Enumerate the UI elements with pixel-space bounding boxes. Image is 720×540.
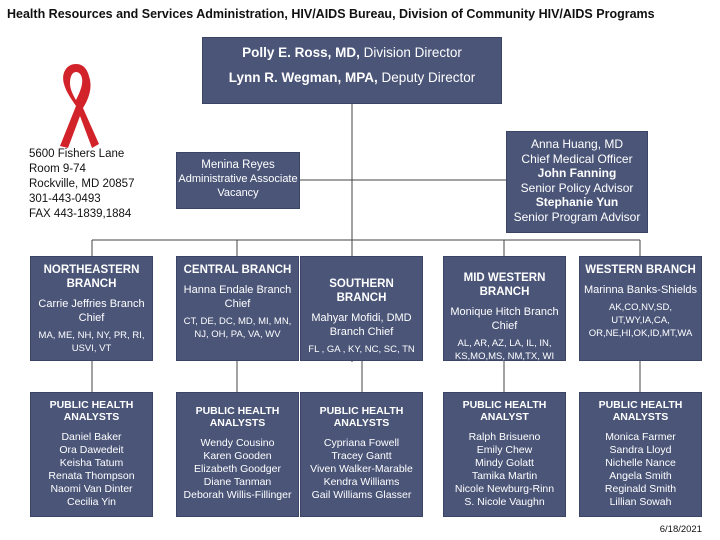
analyst-name: Nicole Newburg-Rinn bbox=[454, 483, 555, 495]
red-ribbon-icon bbox=[52, 60, 100, 152]
analyst-name: Ora Dawedeit bbox=[59, 444, 124, 456]
admin-name: Menina Reyes bbox=[201, 159, 275, 171]
analyst-name: Lillian Sowah bbox=[609, 496, 672, 508]
branch-chief: Mahyar Mofidi, DMD Branch Chief bbox=[311, 312, 412, 338]
branch-chief: Hanna Endale Branch Chief bbox=[183, 284, 292, 310]
analyst-name: Gail Williams Glasser bbox=[311, 489, 412, 501]
analyst-name: S. Nicole Vaughn bbox=[464, 496, 545, 508]
analyst-name: Viven Walker-Marable bbox=[310, 463, 413, 475]
analyst-name: Renata Thompson bbox=[48, 470, 135, 482]
address-line: 5600 Fishers Lane bbox=[29, 148, 125, 160]
page-title: Health Resources and Services Administration, HIV/AIDS Bureau, Division of Community HIV/AIDS Programs bbox=[7, 7, 655, 21]
branch-title: NORTHEASTERN BRANCH bbox=[43, 264, 140, 290]
branch-mid-western bbox=[443, 256, 566, 361]
analysts-title: PUBLIC HEALTH ANALYSTS bbox=[598, 399, 683, 423]
address-line: Rockville, MD 20857 bbox=[29, 178, 135, 190]
analysts-title: PUBLIC HEALTH ANALYST bbox=[462, 399, 547, 423]
address-line: FAX 443-1839,1884 bbox=[29, 208, 132, 220]
analysts-central bbox=[176, 392, 299, 517]
admin-role: Administrative Associate bbox=[178, 173, 298, 185]
medical-name-2: John Fanning bbox=[537, 166, 617, 180]
branch-chief: Carrie Jeffries Branch Chief bbox=[38, 298, 145, 324]
analysts-western bbox=[579, 392, 702, 517]
address-line: Room 9-74 bbox=[29, 163, 86, 175]
analyst-name: Diane Tanman bbox=[203, 476, 272, 488]
footer-date: 6/18/2021 bbox=[659, 524, 702, 535]
analyst-name: Reginald Smith bbox=[604, 483, 677, 495]
analyst-name: Monica Farmer bbox=[605, 431, 676, 443]
analyst-name: Kendra Williams bbox=[323, 476, 400, 488]
branch-states: FL , GA , KY, NC, SC, TN bbox=[308, 344, 415, 355]
analyst-name: Karen Gooden bbox=[203, 450, 272, 462]
branch-title: SOUTHERN BRANCH bbox=[329, 278, 394, 304]
branch-states: AL, AR, AZ, LA, IL, IN, KS,MO,MS, NM,TX, WI bbox=[454, 338, 555, 362]
analyst-name: Deborah Willis-Fillinger bbox=[183, 489, 292, 501]
branch-southern bbox=[300, 256, 423, 361]
director-name: Polly E. Ross, MD, bbox=[242, 45, 360, 60]
analysts-northeastern bbox=[30, 392, 153, 517]
analyst-name: Cecilia Yin bbox=[66, 496, 117, 508]
analyst-name: Naomi Van Dinter bbox=[50, 483, 133, 495]
analyst-name: Wendy Cousino bbox=[200, 437, 275, 449]
analysts-title: PUBLIC HEALTH ANALYSTS bbox=[49, 399, 134, 423]
admin-box bbox=[176, 152, 300, 209]
analyst-name: Elizabeth Goodger bbox=[194, 463, 281, 475]
branch-states: CT, DE, DC, MD, MI, MN, NJ, OH, PA, VA, WV bbox=[183, 316, 292, 340]
analyst-name: Nichelle Nance bbox=[605, 457, 676, 469]
analyst-name: Tamika Martin bbox=[471, 470, 538, 482]
branch-central bbox=[176, 256, 299, 361]
branch-chief: Monique Hitch Branch Chief bbox=[450, 306, 559, 332]
analyst-name: Tracey Gantt bbox=[331, 450, 392, 462]
medical-name-3: Stephanie Yun bbox=[535, 195, 619, 209]
branch-chief: Marinna Banks-Shields bbox=[583, 284, 698, 296]
analyst-name: Mindy Golatt bbox=[475, 457, 534, 469]
analyst-name: Emily Chew bbox=[476, 444, 533, 456]
director-role: Division Director bbox=[363, 45, 462, 60]
address-line: 301-443-0493 bbox=[29, 193, 101, 205]
analysts-mid-western bbox=[443, 392, 566, 517]
branch-states: AK,CO,NV,SD, UT,WY,IA,CA, OR,NE,HI,OK,ID,MT,WA bbox=[588, 302, 693, 339]
analyst-name: Cypriana Fowell bbox=[323, 437, 400, 449]
branch-northeastern bbox=[30, 256, 153, 361]
branch-western bbox=[579, 256, 702, 361]
analyst-name: Keisha Tatum bbox=[59, 457, 124, 469]
analyst-name: Angela Smith bbox=[609, 470, 672, 482]
analysts-title: PUBLIC HEALTH ANALYSTS bbox=[319, 405, 404, 429]
medical-role-1: Chief Medical Officer bbox=[521, 151, 633, 166]
office-address bbox=[29, 147, 134, 222]
analyst-name: Daniel Baker bbox=[61, 431, 122, 443]
analyst-name: Ralph Brisueno bbox=[468, 431, 541, 443]
director-box bbox=[202, 37, 502, 104]
analyst-name: Sandra Lloyd bbox=[609, 444, 672, 456]
medical-role-2: Senior Policy Advisor bbox=[520, 180, 634, 195]
analysts-southern bbox=[300, 392, 423, 517]
medical-staff-box bbox=[506, 131, 648, 233]
medical-name-1: Anna Huang, MD bbox=[530, 137, 624, 151]
branch-title: CENTRAL BRANCH bbox=[183, 264, 292, 276]
branch-title: WESTERN BRANCH bbox=[585, 264, 696, 276]
analysts-title: PUBLIC HEALTH ANALYSTS bbox=[195, 405, 280, 429]
deputy-name: Lynn R. Wegman, MPA, bbox=[228, 70, 378, 85]
branch-states: MA, ME, NH, NY, PR, RI, USVI, VT bbox=[38, 330, 145, 354]
deputy-role: Deputy Director bbox=[381, 70, 476, 85]
branch-title: MID WESTERN BRANCH bbox=[463, 272, 546, 298]
medical-role-3: Senior Program Advisor bbox=[513, 209, 641, 224]
admin-vacancy: Vacancy bbox=[217, 187, 259, 199]
